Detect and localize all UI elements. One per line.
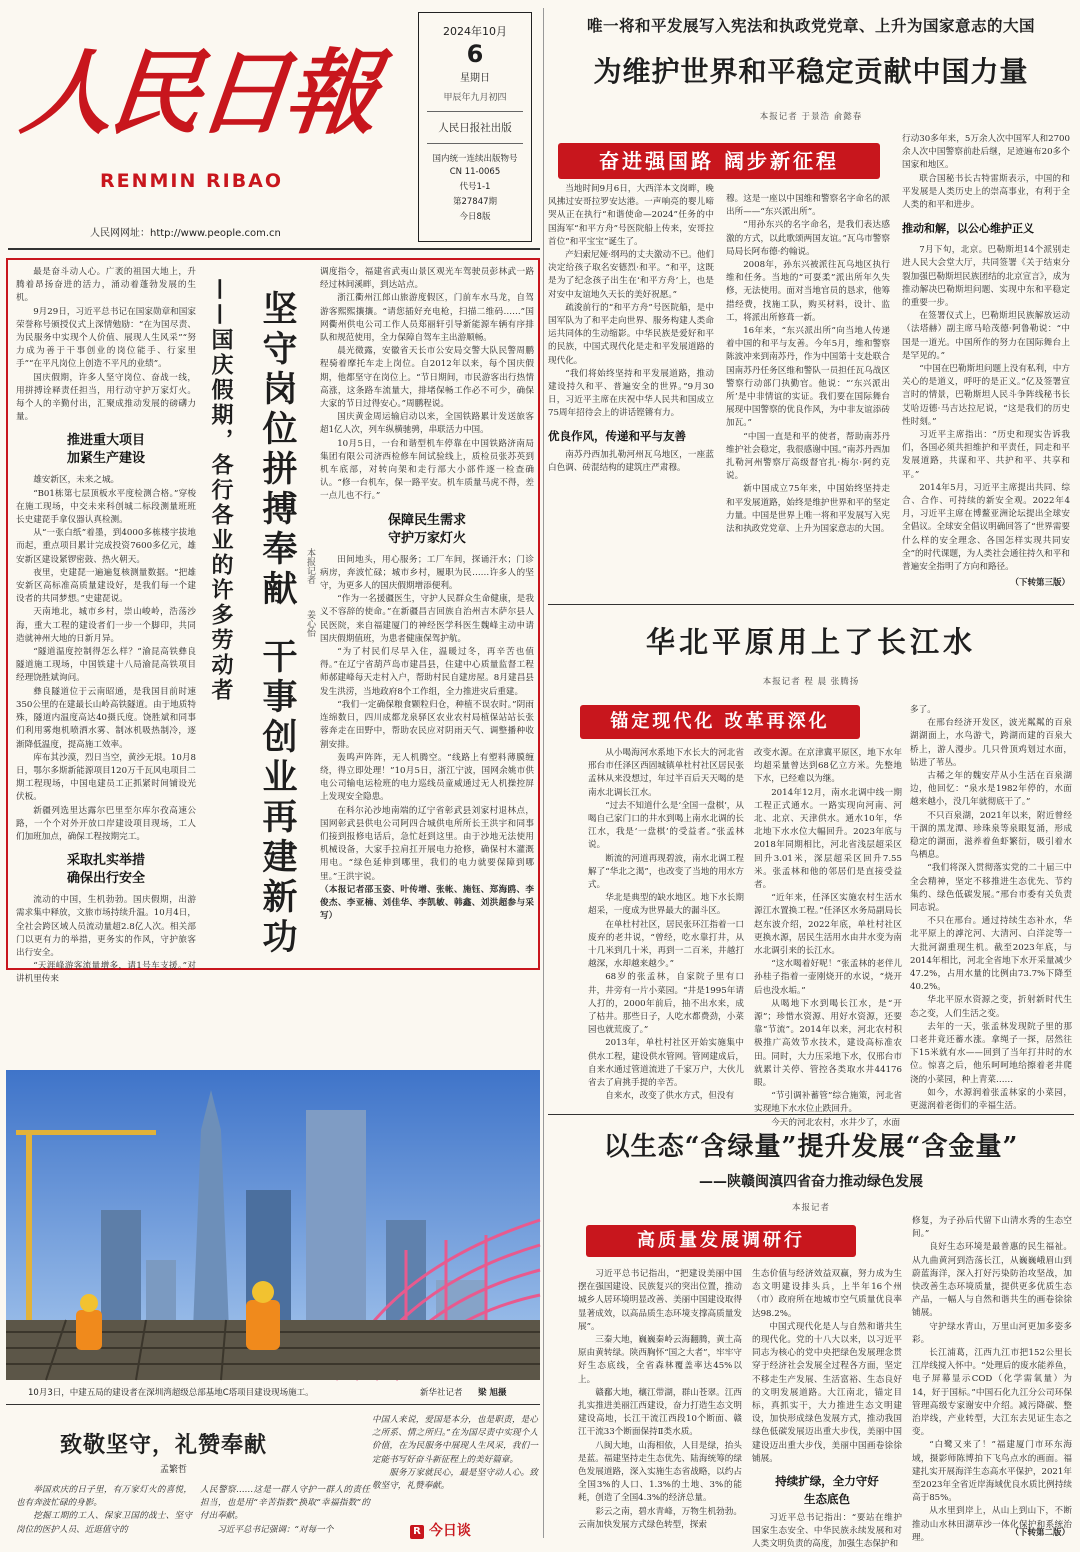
commentary-headline[interactable]: 致敬坚守，礼赞奉献 [60, 1433, 268, 1458]
photo-credit-name: 梁 旭摄 [478, 1388, 507, 1398]
story2-byline: 本报记者 程 晨 张腾扬 [762, 677, 860, 687]
story3-col3: 修复，为子孙后代留下山清水秀的生态空间。” 良好生态环境是最普惠的民生福祉。从九曲黄河到浩荡长江，从巍巍峨眉山到蔚蓝海洋，深入打好污染防治攻坚战，加快改善生态环境质量，提供更多优质生态产品，一幅人与自然和谐共生的画卷徐徐铺展。 守护绿水青山，万里山河更加多姿多彩。 长江浦葛，江西九江市把152公里长江岸线搅入怀中。“处理后的废水能养鱼，电子屏幕显示COD（化学需氧量）为14，好于国标。”中国石化九江分公司环保管理高级专家谢安中介绍。减污降碳、整治岸线，产业转型，大江东去见证生态之变。 “白鹭又来了！”福建厦门市环东海域，摄影师陈博拍下飞鸟点水的画面。福建扎实开展海洋生态高水平保护，2021年至2023年全省近岸海域优良水质比例持续高于85%。 从水里到岸上，从山上到山下，不断推动山水林田湖草沙一体化保护和系统治理。 [912, 1216, 1072, 1543]
feature-col1: 最是奋斗动人心。广袤的祖国大地上，升腾着昂扬奋进的活力，涌动着蓬勃发展的生机。 9月29日，习近平总书记在国家勋章和国家荣誉称号颁授仪式上深情勉励：“在为国尽责、为民服务中实现个人价值、展现人生风采”“努力成为善于干事创业的岗位能手、行家里手”“在平凡岗位上创造不平凡的业绩”。 国庆假期，许多人坚守岗位、奋战一线，用拼搏诠释责任担当，用行动守护万家灯火。每个人的辛勤付出，汇聚成推动发展的磅礴力量。 推进重大项目 加紧生产建设 雄安新区，未来之城。 “B01栋第七层顶板水平度检测合格。”穿梭在施工现场，中交未来科创城二标段测量班班长史建琵手拿仪器认真检测。 从“一张白纸”着墨，到4000多栋楼宇拔地而起，重点项目累计完成投资7600多亿元，雄安新区建设紧锣密鼓、热火朝天。 夜里，史建琵一遍遍复核测量数据。“把雄安新区高标准高质量建设好，是我们每一个建设者的共同梦想。”史建琵说。 天南地北，城市乡村，崇山峻岭，浩荡沙海，重大工程的建设者们一步一个脚印，共同造就神州大地的日新月异。 “隧道温度控制得怎么样？”渝昆高铁彝良隧道施工现场，中国铁建十八局渝昆高铁项目经理饶胜斌询问。 彝良隧道位于云南昭通，是我国目前时速350公里的在建最长山岭高铁隧道。由于地质特殊，隧道内温度高达40摄氏度。饶胜斌和同事们利用雾炮机喷洒水雾、制冰机吸热制冷，逐渐降低温度，提高施工效率。 库布其沙漠，烈日当空，黄沙无垠。10月8日，鄂尔多斯新能源项目120万千瓦风电项目二期工程现场，中国电建员工正抓紧时间铺设光伏板。 新疆列选里达露尔巴里至尔库尔孜高速公路，一个个对外开放口岸建设项目现场，工人们加班加点，确保工程按期完工。 采取扎实举措 确保出行安全 流动的中国，生机勃勃。国庆假期，出游需求集中释放，文旅市场持续升温。10月4日，全社会跨区域人员流动量超2.8亿人次。相关部门以更有力的举措，更务实的作风，守护旅客出行安全。 “天涯峰游客流量增多，请1号车支援。”对讲机里传来 [16, 267, 196, 985]
story3-banner: 高质量发展调研行 [586, 1225, 856, 1257]
commentary-col1: 举国欢庆的日子里，有万家灯火的喜悦，也有奔波忙碌的身影。 挖掘工期的工人、保家卫国的战士、坚守岗位的医护人员、近逛值守的 [16, 1485, 192, 1535]
issue-year-month: 2024年10月 [443, 25, 507, 38]
story2-col3: 多了。 在邢台经济开发区，波光粼粼的百泉湖湖面上，水鸟游弋，跨湖而建的百泉大桥上，游人漫步。几只骨顶鸡划过水面，钻进了苇丛。 古稀之年的魏安芹从小生活在百泉湖边，他回忆：“泉水是1982年停的，水面越来越小，没几年就彻底干了。” 不只百泉湖，2021年以来，附近曾经干涸的黑龙潭、珍珠泉等泉眼复涌，形成稳定的湖面，滋养着鱼虾繁衍，吸引着水鸟栖息。 “我们将深入贯彻落实党的二十届三中全会精神，坚定不移推进生态优先、节约集约、绿色低碳发展。”邢台市委有关负责同志说。 不只在邢台。通过持续生态补水，华北平原上的滹沱河、大清河、白洋淀等一大批河湖重现生机。截至2023年底，与2014年相比，河北全省地下水开采量减少47.2%，占用水量的比例由73.7%下降至40.2%。 华北平原水资源之变，折射新时代生态之变，人们生活之变。 去年的一天，张孟林发现院子里的那口老井竟还蓄水涨。拿绳子一探，居然往下15米就有水——回到了当年打井时的水位。惊喜之后，他乐呵呵地给擦着老井爬浇的小菜园，种上青菜…… 如今，水源润着张孟林家的小菜园，更滋润着老街们的幸福生活。 [910, 705, 1072, 1112]
feature-subhead-3a: 保障民生需求 [387, 512, 466, 528]
photo [6, 1070, 540, 1380]
lead-headline[interactable]: 为维护世界和平稳定贡献中国力量 [593, 55, 1029, 88]
story2-col1: 从小喝海河水系地下水长大的河北省邢台市任泽区西固城镇单杜村社区居民张孟林从来没想过，年过半百后天天喝的是南水北调长江水。 “过去不知道什么是‘全国一盘棋’，从喝自己家门口的井水到喝上南水北调的长江水，我是‘一盘棋’的受益者。”张孟林说。 断流的河道再现碧波，南水北调工程解了“华北之渴”，也改变了当地的用水方式。 华北是典型的缺水地区。地下水长期超采，一度成为世界最大的漏斗区。 在单杜村社区，居民张环江指着一口废弃的老井说，“曾经，吃水靠打井，从十几米到几十米，再到一二百米，井越打越深，水却越来越少。” 68岁的张孟林，自家院子里有口井，井旁有一片小菜园。“井是1995年请人打的，2000年前后，抽不出水来，成了枯井。那些日子，人吃水都费劲，小菜园也就荒废了。” 2013年，单杜村社区开始实施集中供水工程，建设供水管网。管网建成后，自来水通过管道流进了千家万户，大伙儿省去了肩挑手提的辛苦。 自来水，改变了供水方式，但没有 [588, 748, 744, 1102]
feature-vertical-subtitle: ——国庆假期，各行各业的许多劳动者 [208, 278, 234, 703]
story3-continued[interactable]: （下转第二版） [1010, 1528, 1070, 1538]
commentary-col3: 中国人来说，爱国是本分，也是职责，是心之所系、情之所归。”在为国尽责中实现个人价值，在为民服务中展现人生风采，我们一定能书写好奋斗新征程上的美好篇章。 服务万家就民心，最是坚守动人心。致敬坚守，礼赞奉献。 [372, 1415, 538, 1492]
feature-box [6, 258, 540, 985]
commentary-col2: 人民警察……这是一群人守护一群人的责任担当，也是用“辛苦指数”换取“幸福指数”的付出奉献。 习近平总书记强调：“对每一个 [200, 1485, 370, 1535]
lead-subhead-1: 优良作风，传递和平与友善 [548, 428, 686, 443]
story3 [548, 1120, 1074, 1550]
feature-subhead-2b: 确保出行安全 [66, 871, 145, 887]
today-talk-logo [410, 1520, 500, 1540]
masthead-logo: 人民日報 [16, 39, 380, 147]
feature-subhead-2a: 采取扎实举措 [66, 853, 145, 869]
feature-reporter-name: 姜心怡 [305, 610, 315, 637]
feature-vertical-title-1[interactable]: 坚守岗位拼搏奉献 [257, 290, 297, 610]
feature-reporter-label: 本报记者 [305, 548, 315, 584]
lead-col3: 行动30多年来，5万余人次中国军人和2700余人次中国警察前赴后继，足迹遍布20多个国家和地区。 联合国秘书长古特雷斯表示，中国的和平发展是人类历史上的崇高事业，有利于全人类的和平和进步。 推动和解，以公心维护正义 7月下旬，北京。巴勒斯坦14个派别走进人民大会堂大厅，共同签署《关于结束分裂加强巴勒斯坦民族团结的北京宣言》，成为推动解决巴勒斯坦问题、实现中东和平稳定的重要一步。 在签署仪式上，巴勒斯坦民族解放运动（法塔赫）副主席马哈茂德·阿鲁勒说：“中国是一道光。中国所作的努力在国际舞台上是罕见的。” “中国在巴勒斯坦问题上没有私利，中方关心的是道义，呼吁的是正义。”亿及签署宣言时的情景，巴勒斯坦人民斗争阵线秘书长艾哈迈德·马吉达拉尼说，“这是我们的历史性时刻。” 习近平主席指出：“历史和现实告诉我们，各国必须共担维护和平责任，同走和平发展道路，共谋和平、共护和平、共享和平。” 2014年5月，习近平主席提出共同、综合、合作、可持续的新安全观。2022年4月，习近平主席在博鳌亚洲论坛提出全球安全倡议。全球安全倡议明确回答了“世界需要什么样的安全理念、各国怎样实现共同安全”的时代课题，为人类社会通往持久和平和普遍安全指明了方向和路径。 [902, 134, 1070, 573]
lead-kicker: 唯一将和平发展写入宪法和执政党党章、上升为国家意志的大国 [586, 17, 1035, 35]
feature-credit: （本报记者邵玉姿、叶传增、张帐、施钰、郑海鸥、李俊杰、李亚楠、刘佳华、李凯敏、韩鑫、刘洪超参与采写） [320, 884, 534, 922]
story3-subhead-1a: 持续扩绿，全力守好 [775, 1474, 879, 1489]
feature-col2: 调度指令，福建省武夷山景区观光车驾驶员彭林武一路经过林间溪畔，到达站点。 浙江衢州江郎山旅游度假区，门前车水马龙，自驾游客熙熙攘攘。“请您插好充电枪，扫描二维码……”国网衢州供电公司工作人员郑丽轩引导新能源车辆有序排队和规范使用，全力保障自驾车主出游顺畅。 晨光微露，安徽省天长市公安局交警大队民警周鹏程骑着摩托车走上岗位。自2012年以来，每个国庆假期，他都坚守在岗位上。“节日期间，市民游客出行热情高涨，这条路车流量大，排堵保畅工作必不可少，确保大家的节日过得安心。”周鹏程说。 国庆黄金周运输启动以来，全国铁路累计发送旅客超1亿人次，列车纵横驰骋，串联活力中国。 10月5日，一台和谐型机车停靠在中国铁路济南局集团有限公司济西检修车间试验线上，质检员张苏英到机车底部，对转向架和走行部大小部件逐一检查确认。“修一台机车，保一路平安。机车质量马虎不得，差一点儿也不行。” 保障民生需求 守护万家灯火 田间地头，用心服务；工厂车间，探诵汗水；门诊病房，奔波忙碌；城市乡村，履职为民……许多人的坚守，为更多人的国庆假期增添便利。 “作为一名援疆医生，守护人民群众生命健康，是我义不容辞的使命。”在新疆昌吉回族自治州吉木萨尔县人民医院，来自福建厦门的神经医学科医生魏峰主动申请国庆假期值班，为患者健康保驾护航。 “为了村民们尽早入住，温暖过冬，再辛苦也值得。”在辽宁省葫芦岛市建昌县，住建中心质量监督工程师郝建峰每天走村入户，帮助村民自建房屋。8月建昌县发生洪涝，当地政府8个工作组，全力推进灾后重建。 “我们一定确保粮食颗粒归仓，种植不误农时。”阴雨连绵数日，四川成都龙泉驿区农业农村局植保站站长张蓉奔走在田野中，帮助农民应对阴雨天气、调整播种收割安排。 轰鸣声阵阵，无人机腾空。“线路上有塑料薄膜缠绕，得立即处理！”10月5日，浙江宁波，国网余姚市供电公司输电运检班的电力巡线员童威通过无人机操控屏上发现安全隐患。 在科尔沁沙地南端的辽宁省彰武县刘家村退林点，国网彰武县供电公司阿四合城供电所所长王洪宇和同事们接到报修电话后，急忙赶到这里。由于沙地无法使用机械设备，大家手拉肩扛开展电力抢修，确保村木灌溉用电。“绿色延伸到哪里，我们的电力就要保障到哪里。”王洪宇说。 （本报记者邵玉姿、叶传增、张帐、施钰、郑海鸥、李俊杰、李亚楠、刘佳华、李凯敏、韩鑫、刘洪超参与采写） [320, 266, 534, 964]
lead-story [548, 8, 1074, 608]
story3-subhead-1b: 生态底色 [804, 1492, 850, 1507]
masthead-divider [8, 248, 540, 250]
feature-subhead-3b: 守护万家灯火 [387, 530, 466, 546]
lead-col2: 穆。这是一座以中国维和警察名字命名的派出所——“东兴派出所”。 “用孙东兴的名字命名，是我们表达感激的方式，以此歌颂两国友谊。”瓦乌市警察局局长阿布德·约翰说。 2008年，孙东兴被派往瓦乌地区执行维和任务。当地的“可耍柔”派出所年久失修，无法使用。面对当地官员的恳求，他筹措经费，找施工队，购买材料，设计、监工，将派出所修葺一新。 16年来，“东兴派出所”向当地人传递着中国的和平与友善。今年5月，维和警察陈波冲来到南苏丹，作为中国第十支赴联合国南苏丹任务区维和警队一员担任瓦乌战区警察行动部门执勤官。他说：“‘东兴派出所’是中非情谊的实证。我们要在国际舞台展现中国警察的优良作风，为中非友谊添砖加瓦。” “中国一直是和平的使者，帮助南苏丹维护社会稳定，我很感谢中国。”南苏丹西加扎勒河州警察厅高级督官扎·梅尔·阿约克说。 新中国成立75年来，中国始终坚持走和平发展道路，始终是维护世界和平的坚定力量。中国是世界上唯一将和平发展写入宪法和执政党党章、上升为国家意志的大国。 [726, 194, 890, 535]
issue-day: 6 [466, 40, 484, 68]
story2-banner: 锚定现代化 改革再深化 [580, 705, 860, 739]
today-talk-icon: R [410, 1525, 424, 1539]
website-link[interactable]: 人民网网址：http://www.people.com.cn [90, 228, 281, 239]
story2-col2: 改变水源。在京津冀平原区，地下水年均超采量曾达到68亿立方米。先整地下水，已经难以为继。 2014年12月，南水北调中线一期工程正式通水。一路实现向河南、河北、北京、天津供水。通水10年，华北地下水水位大幅回升。2023年底与2018年同期相比，河北省浅层超采区回升3.01米，深层超采区回升7.55米。张孟林和他的邻居们是直接受益者。 “近年来，任泽区实施农村生活水源江水置换工程。”任泽区水务局副局长赵东波介绍，2022年底，单杜村社区更换水源，居民生活用水由井水变为南水北调引来的长江水。 “这水喝着好呢！”张孟林的老伴儿孙桂子指着一壶刚烧开的水说，“烧开后也没水垢。” 从喝地下水到喝长江水，是“开源”；珍惜水资源、用好水资源，还要靠“节流”。2014年以来，河北农村积极推广高效节水技术，建设高标准农田。同时，大力压采地下水，仅邢台市就累计关停、管控各类取水井44176眼。 “节引调补蓄管”综合施策，河北省实现地下水水位止跌回升。 今天的河北农村，水井少了，水面 [754, 748, 902, 1128]
photo-caption: 10月3日，中建五局的建设者在深圳湾超级总部基地C塔项目建设现场施工。 [28, 1388, 314, 1398]
lead-banner: 奋进强国路 阔步新征程 [558, 143, 880, 179]
construction-photo [6, 1070, 540, 1380]
issue-weekday: 星期日 [460, 73, 490, 84]
issue-box [418, 12, 532, 242]
issue-code: 代号1-1 [459, 182, 491, 192]
story2-top-rule [548, 604, 1074, 605]
column-divider [543, 8, 544, 1538]
issue-cn: CN 11-0065 [449, 167, 501, 177]
masthead [0, 0, 540, 250]
story3-byline: 本报记者 [791, 1203, 830, 1213]
lead-subhead-2: 推动和解，以公心维护正义 [902, 222, 1034, 236]
story3-headline[interactable]: 以生态“含绿量”提升发展“含金量” [603, 1132, 1019, 1162]
crane-jib [16, 1130, 156, 1135]
commentary-divider [6, 1404, 540, 1405]
feature-subhead-1a: 推进重大项目 [66, 433, 145, 449]
story3-top-rule [548, 1114, 1074, 1115]
story3-col1: 习近平总书记指出，“把建设美丽中国摆在强国建设、民族复兴的突出位置，推动城乡人居环境明显改善、美丽中国建设取得显著成效，以高品质生态环境支撑高质量发展”。 三秦大地，巍巍秦岭云海翻腾，黄土高原由黄转绿。陕西胸怀“国之大者”，牢牢守好生态底线，全省森林覆盖率达45%以上。 赣鄱大地，穰江带湖，群山苍翠。江西扎实推进美丽江西建设，奋力打造生态文明建设高地，长江干流江西段10个断面、赣江干流33个断面保持Ⅱ类水质。 八闽大地，山海相依，人目是绿，抬头是蓝。福建坚持走生态优先、陆海统筹的绿色发展道路，深入实施生态省战略，以约占全国3%的人口、1.3%的土地、3%的能耗，创造了全国4.3%的经济总量。 彩云之南，碧水青峰，万物生机勃勃。云南加快发展方式绿色转型，探索 [578, 1269, 742, 1530]
masthead-romanized: RENMIN RIBAO [100, 170, 284, 192]
lead-col1: 当地时间9月6日，大西洋本文岗畔，晚风拂过安哥拉罗安达港。一声响亮的婴儿啼哭从正在执行“和谐使命—2024”任务的中国海军“和平方舟”号医院船上传来，安哥拉首位“和平宝宝”诞生了。 产妇索尼娅·纲玛的丈夫激动不已。他们决定给孩子取名安德烈·和平。“和平，这既是为了纪念孩子出生在‘和平方舟’上，也是对安中友谊地久天长的美好祝愿。” 疏浚前行的“和平方舟”号医院船，是中国军队为了和平走向世界、服务构建人类命运共同体的生动缩影。中华民族是爱好和平的民族，中国式现代化是走和平发展道路的现代化。 “我们将始终坚持和平发展道路，推动建设持久和平、普遍安全的世界。”9月30日，习近平主席在庆祝中华人民共和国成立75周年招待会上的讲话铿锵有力。 优良作风，传递和平与友善 南苏丹西加扎勒河州瓦乌地区，一座蓝白色调、砖混结构的建筑庄严肃穆。 [548, 184, 715, 473]
commentary-author: 孟繁哲 [160, 1465, 188, 1475]
story3-col2: 生态价值与经济效益双赢，努力成为生态文明建设排头兵，上半年16个州（市）政府所在地城市空气质量优良率达98.2%。 中国式现代化是人与自然和谐共生的现代化。党的十八大以来，以习近平同志为核心的党中央把绿色发展理念贯穿于经济社会发展全过程各方面，坚定不移走生产发展、生活富裕、生态良好的文明发展道路。大江南北，锚定目标，真抓实干，大力推进生态文明建设，加快形成绿色发展方式，推动我国绿色低碳发展迈出重大步伐，美丽中国建设迈出重大步伐，美丽中国画卷徐徐铺展。 持续扩绿，全力守好 生态底色 习近平总书记指出：“要站在维护国家生态安全、中华民族永续发展和对人类文明负责的高度，加强生态保护和 [752, 1269, 902, 1550]
photo-credit-label: 新华社记者 [420, 1388, 463, 1398]
feature-subhead-1b: 加紧生产建设 [66, 451, 145, 467]
issue-number: 第27847期 [452, 197, 498, 207]
story2 [548, 612, 1074, 1128]
issue-pages: 今日8版 [459, 212, 491, 222]
issue-issn-label: 国内统一连续出版物号 [432, 154, 518, 164]
feature-vertical-title-2[interactable]: 干事创业再建新功 [257, 638, 297, 958]
lead-continued[interactable]: （下转第三版） [1010, 578, 1070, 588]
lead-byline: 本报记者 于景浩 俞懿春 [759, 112, 863, 122]
story3-subheadline: ——陕赣闽滇四省奋力推动绿色发展 [699, 1174, 923, 1190]
issue-lunar: 甲辰年九月初四 [443, 93, 507, 103]
story2-headline[interactable]: 华北平原用上了长江水 [645, 625, 976, 659]
issue-publisher: 人民日报社出版 [438, 122, 512, 134]
today-talk-label: 今日谈 [428, 1523, 471, 1539]
